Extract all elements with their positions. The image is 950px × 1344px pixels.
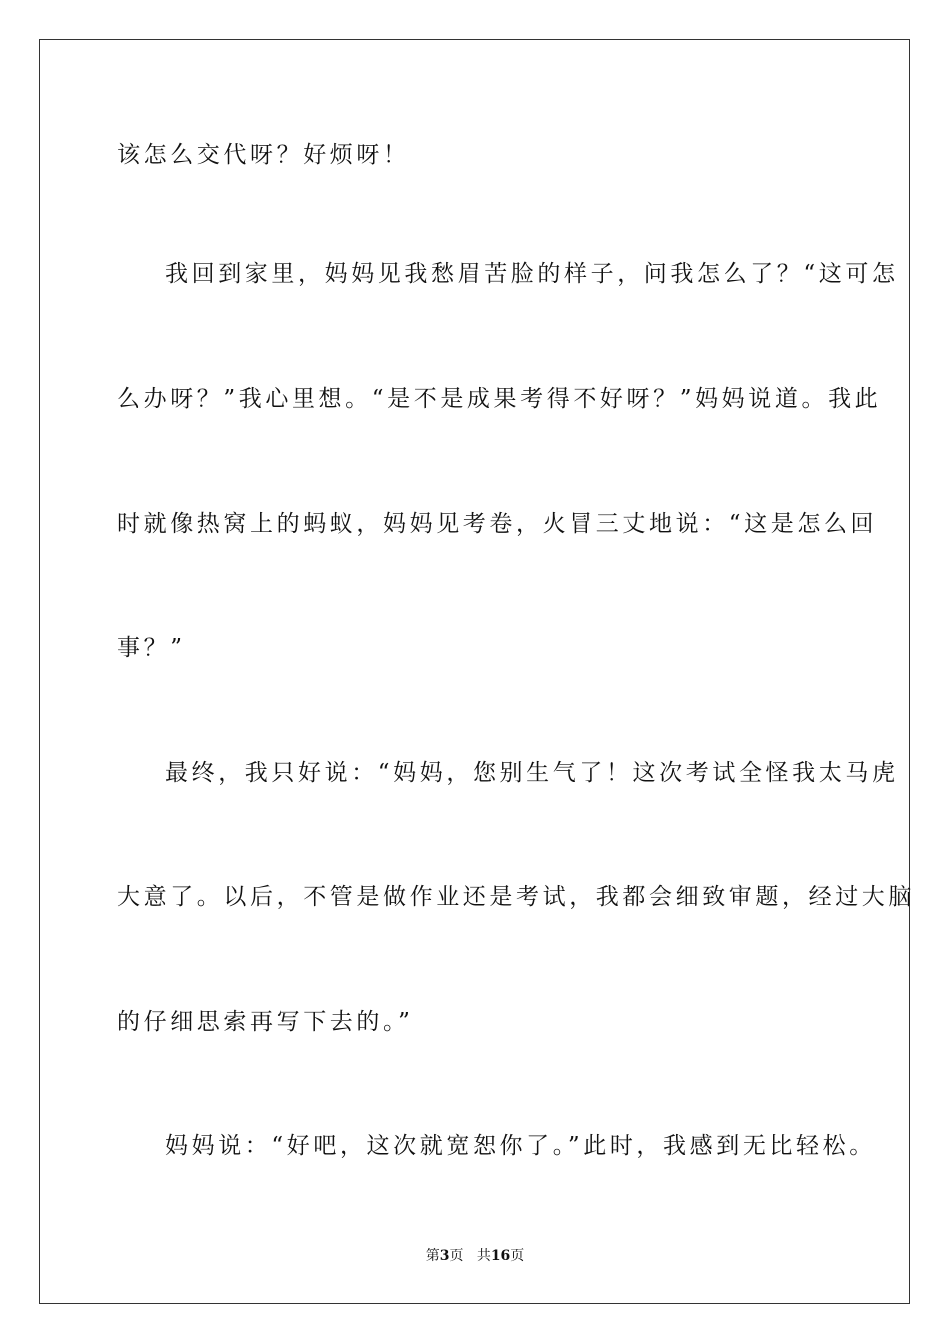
page-frame	[39, 39, 910, 1304]
page-footer	[0, 1247, 950, 1265]
footer-page-number: 3	[439, 1248, 450, 1264]
text-line-4: 时就像热窝上的蚂蚁，妈妈见考卷，火冒三丈地说：“这是怎么回	[117, 511, 878, 537]
text-line-1: 该怎么交代呀？好烦呀！	[117, 142, 410, 168]
text-line-6: 最终，我只好说：“妈妈，您别生气了！这次考试全怪我太马虎	[165, 760, 899, 786]
text-line-5: 事？”	[117, 635, 186, 661]
text-line-3: 么办呀？”我心里想。“是不是成果考得不好呀？”妈妈说道。我此	[117, 386, 882, 412]
text-line-7: 大意了。以后，不管是做作业还是考试，我都会细致审题，经过大脑	[117, 884, 915, 910]
footer-total-suffix: 页	[510, 1248, 525, 1264]
footer-total-prefix: 共	[476, 1248, 491, 1264]
text-line-9: 妈妈说：“好吧，这次就宽恕你了。”此时，我感到无比轻松。	[165, 1133, 876, 1159]
footer-total-pages: 16	[490, 1248, 511, 1264]
text-line-2: 我回到家里，妈妈见我愁眉苦脸的样子，问我怎么了？“这可怎	[165, 261, 899, 287]
footer-page-prefix: 第	[425, 1248, 440, 1264]
text-line-8: 的仔细思索再写下去的。”	[117, 1009, 414, 1035]
footer-page-suffix: 页	[449, 1248, 464, 1264]
